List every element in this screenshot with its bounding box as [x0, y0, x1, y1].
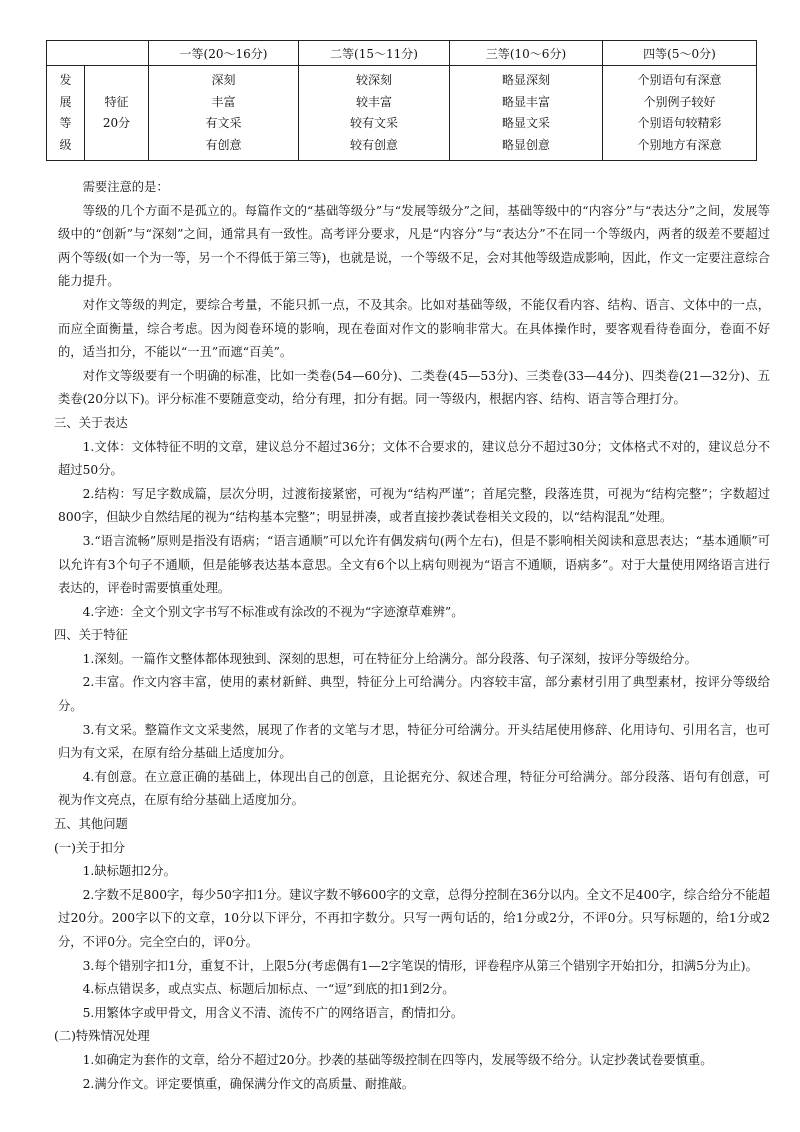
paragraph: 对作文等级的判定，要综合考量，不能只抓一点，不及其余。比如对基础等级，不能仅看内容、结构、语言、文体中的一点，而应全面衡量，综合考虑。因为阅卷环境的影响，现在卷面对作文的影响非常大。在具体操作时，要客观看待卷面分，卷面不好的，适当扣分，不能以“一丑”而遮“百美”。 [58, 297, 770, 360]
table-header-cell: 三等(10～6分) [450, 41, 603, 66]
paragraph: 5.用繁体字或甲骨文，用含义不清、流传不广的网络语言，酌情扣分。 [82, 1005, 464, 1020]
paragraph: 4.字迹：全文个别文字书写不标准或有涂改的不视为“字迹潦草难辨”。 [82, 604, 464, 619]
grade-item: 个别语句有深意 [637, 73, 722, 87]
grade-item: 深刻 [211, 73, 236, 87]
category-char: 发 [59, 73, 72, 87]
grade-item: 略显文采 [501, 116, 550, 130]
paragraph: 4.标点错误多，或点实点、标题后加标点、一“逗”到底的扣1到2分。 [82, 982, 455, 997]
grade-item: 略显深刻 [501, 73, 550, 87]
category-char: 等 [59, 116, 72, 130]
paragraph: 3.每个错别字扣1分，重复不计，上限5分(考虑偶有1—2字笔误的情形，评卷程序从第三个错别字开始扣分，扣满5分为止)。 [82, 958, 758, 973]
table-row [47, 66, 757, 161]
section-heading: 四、关于特征 [54, 628, 128, 643]
table-header-cell: 一等(20～16分) [149, 41, 299, 66]
grade-item: 个别例子较好 [643, 94, 716, 109]
feature-score: 20分 [102, 116, 131, 130]
paragraph: 需要注意的是： [82, 180, 169, 194]
paragraph: 1.如确定为套作的文章，给分不超过20分。抄袭的基础等级控制在四等内，发展等级不给分。认定抄袭试卷要慎重。 [82, 1052, 713, 1067]
grade-item: 较有创意 [349, 137, 398, 152]
grade-item: 较深刻 [355, 73, 392, 87]
grade-item: 个别语句较精彩 [637, 116, 722, 130]
grade-item: 个别地方有深意 [637, 137, 722, 152]
grade-cell [149, 66, 299, 161]
paragraph: 1.深刻。一篇作文整体都体现独到、深刻的思想，可在特征分上给满分。部分段落、句子深刻，按评分等级给分。 [82, 651, 697, 666]
feature-cell [85, 66, 149, 161]
table-header-row [47, 41, 757, 66]
paragraph: 2.结构：写足字数成篇，层次分明，过渡衔接紧密，可视为“结构严谨”；首尾完整，段落连贯，可视为“结构完整”；字数超过800字，但缺少自然结尾的视为“结构基本完整”；明显拼凑，或者直接抄袭试卷相关文段的，以“结构混乱”处理。 [58, 486, 770, 525]
grade-cell [299, 66, 450, 161]
grading-table [46, 40, 757, 161]
section-heading: 三、关于表达 [54, 415, 128, 430]
grade-item: 有创意 [205, 137, 242, 152]
table-header-cell [47, 41, 149, 66]
paragraph: 3.有文采。整篇作文文采斐然，展现了作者的文笔与才思，特征分可给满分。开头结尾使用修辞、化用诗句、引用名言，也可归为有文采，在原有给分基础上适度加分。 [58, 722, 770, 761]
paragraph: 4.有创意。在立意正确的基础上，体现出自己的创意，且论据充分、叙述合理，特征分可给满分。部分段落、语句有创意，可视为作文亮点，在原有给分基础上适度加分。 [58, 769, 770, 808]
section-heading: 五、其他问题 [54, 817, 128, 832]
grade-item: 较有文采 [349, 116, 398, 130]
paragraph: 1.文体：文体特征不明的文章，建议总分不超过36分；文体不合要求的，建议总分不超过30分；文体格式不对的，建议总分不超过50分。 [58, 439, 770, 478]
category-char: 级 [59, 137, 72, 152]
category-cell [47, 66, 85, 161]
grade-cell [450, 66, 603, 161]
grade-item: 略显创意 [501, 137, 550, 152]
paragraph: 2.丰富。作文内容丰富，使用的素材新鲜、典型，特征分上可给满分。内容较丰富，部分素材引用了典型素材，按评分等级给分。 [58, 675, 770, 714]
paragraph: 2.满分作文。评定要慎重，确保满分作文的高质量、耐推敲。 [82, 1076, 415, 1091]
table-header-cell: 四等(5～0分) [603, 41, 757, 66]
grade-item: 丰富 [211, 94, 236, 109]
paragraph: 2.字数不足800字，每少50字扣1分。建议字数不够600字的文章，总得分控制在36分以内。全文不足400字，综合给分不能超过20分。200字以下的文章，10分以下评分，不再扣字数分。只写一两句话的，给1分或2分，不评0分。只写标题的，给1分或2分，不评0分。完全空白的，评0分。 [58, 887, 770, 949]
subsection-heading: (二)特殊情况处理 [54, 1029, 150, 1044]
grade-item: 有文采 [205, 116, 242, 130]
paragraph: 3.“语言流畅”原则是指没有语病；“语言通顺”可以允许有偶发病句(两个左右)，但是不影响相关阅读和意思表达；“基本通顺”可以允许有3个句子不通顺，但是能够表达基本意思。全文有6个以上病句则视为“语言不通顺，语病多”。对于大量使用网络语言进行表达的，评卷时需要慎重处理。 [58, 533, 770, 596]
table-header-cell: 二等(15～11分) [299, 41, 450, 66]
category-char: 展 [59, 94, 72, 109]
grade-item: 较丰富 [355, 94, 392, 109]
body-text [54, 176, 770, 1096]
subsection-heading: (一)关于扣分 [54, 840, 126, 855]
paragraph: 1.缺标题扣2分。 [82, 864, 176, 879]
paragraph: 等级的几个方面不是孤立的。每篇作文的“基础等级分”与“发展等级分”之间，基础等级中的“内容分”与“表达分”之间，发展等级中的“创新”与“深刻”之间，通常具有一致性。高考评分要求，凡是“内容分”与“表达分”不在同一个等级内，两者的级差不要超过两个等级(如一个为一等，另一个不得低于第三等)，也就是说，一个等级不足，会对其他等级造成影响，因此，作文一定要注意综合能力提升。 [58, 203, 770, 289]
paragraph: 对作文等级要有一个明确的标准，比如一类卷(54—60分)、二类卷(45—53分)、三类卷(33—44分)、四类卷(21—32分)、五类卷(20分以下)。评分标准不要随意变动，给分有理，扣分有据。同一等级内，根据内容、结构、语言等合理打分。 [58, 368, 770, 407]
grade-item: 略显丰富 [501, 94, 550, 109]
feature-label: 特征 [104, 94, 129, 109]
grade-cell [603, 66, 757, 161]
